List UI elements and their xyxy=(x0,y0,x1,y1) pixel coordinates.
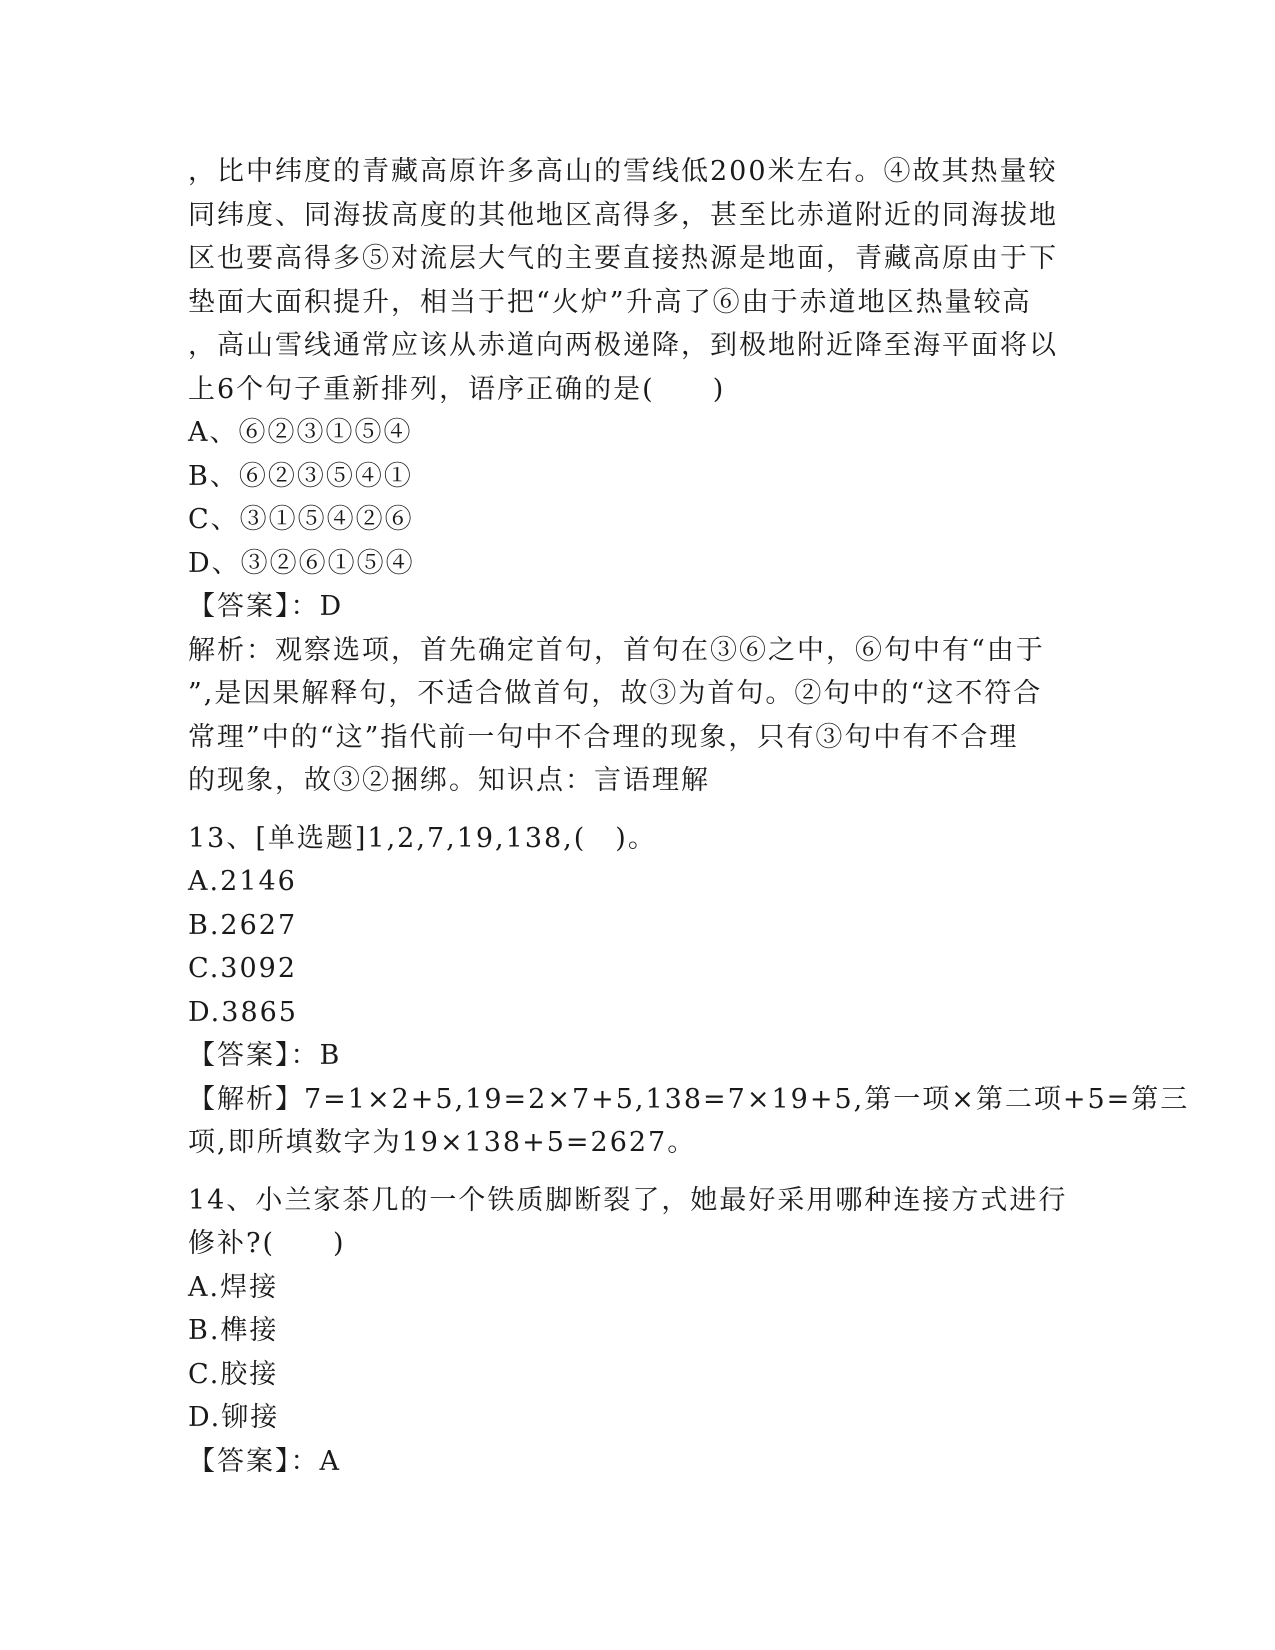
option-a: A、⑥②③①⑤④ xyxy=(188,417,413,448)
question-stem-line: 14、小兰家茶几的一个铁质脚断裂了，她最好采用哪种连接方式进行 xyxy=(188,1184,1068,1216)
option-a: A.2146 xyxy=(188,866,297,897)
option-b: B.2627 xyxy=(188,909,298,941)
option-d: D、③②⑥①⑤④ xyxy=(188,547,415,579)
answer-line: 【答案】：B xyxy=(188,1040,342,1071)
option-d: D.3865 xyxy=(188,996,298,1028)
analysis-line: 常理”中的“这”指代前一句中不合理的现象，只有③句中有不合理 xyxy=(188,721,1019,753)
question-stem-line: 修补?( ) xyxy=(188,1228,346,1259)
question-stem-line: 上6个句子重新排列，语序正确的是( ) xyxy=(188,373,726,405)
document-content xyxy=(188,150,1190,1483)
analysis-line: 的现象，故③②捆绑。知识点：言语理解 xyxy=(188,765,710,796)
option-b: B.榫接 xyxy=(188,1315,279,1346)
option-b: B、⑥②③⑤④① xyxy=(188,460,413,492)
analysis-line: 解析：观察选项，首先确定首句，首句在③⑥之中，⑥句中有“由于 xyxy=(188,634,1045,666)
option-a: A.焊接 xyxy=(188,1271,279,1303)
question-13 xyxy=(188,817,1190,1165)
option-c: C、③①⑤④②⑥ xyxy=(188,504,414,535)
analysis-line: 项,即所填数字为19×138+5=2627。 xyxy=(188,1127,697,1158)
question-stem-line: 区也要高得多⑤对流层大气的主要直接热源是地面，青藏高原由于下 xyxy=(188,243,1058,274)
question-spacer xyxy=(188,1165,1078,1179)
question-stem-line: ，比中纬度的青藏高原许多高山的雪线低200米左右。④故其热量较 xyxy=(188,156,1058,187)
question-spacer xyxy=(188,803,1078,817)
answer-line: 【答案】：D xyxy=(188,591,344,622)
question-stem-line: ，高山雪线通常应该从赤道向两极递降，到极地附近降至海平面将以 xyxy=(188,330,1058,361)
question-stem-line: 垫面大面积提升，相当于把“火炉”升高了⑥由于赤道地区热量较高 xyxy=(188,286,1032,318)
analysis-line: ”,是因果解释句，不适合做首句，故③为首句。②句中的“这不符合 xyxy=(188,678,1043,709)
option-c: C.胶接 xyxy=(188,1358,279,1390)
option-c: C.3092 xyxy=(188,953,297,984)
option-d: D.铆接 xyxy=(188,1402,280,1433)
question-14 xyxy=(188,1179,1078,1484)
analysis-line: 【解析】7=1×2+5,19=2×7+5,138=7×19+5,第一项×第二项+5=第三 xyxy=(188,1083,1190,1115)
question-stem-line: 同纬度、同海拔高度的其他地区高得多，甚至比赤道附近的同海拔地 xyxy=(188,199,1058,231)
question-12 xyxy=(188,150,1078,803)
answer-line: 【答案】：A xyxy=(188,1445,341,1477)
question-stem-line: 13、[单选题]1,2,7,19,138,( )。 xyxy=(188,822,657,854)
